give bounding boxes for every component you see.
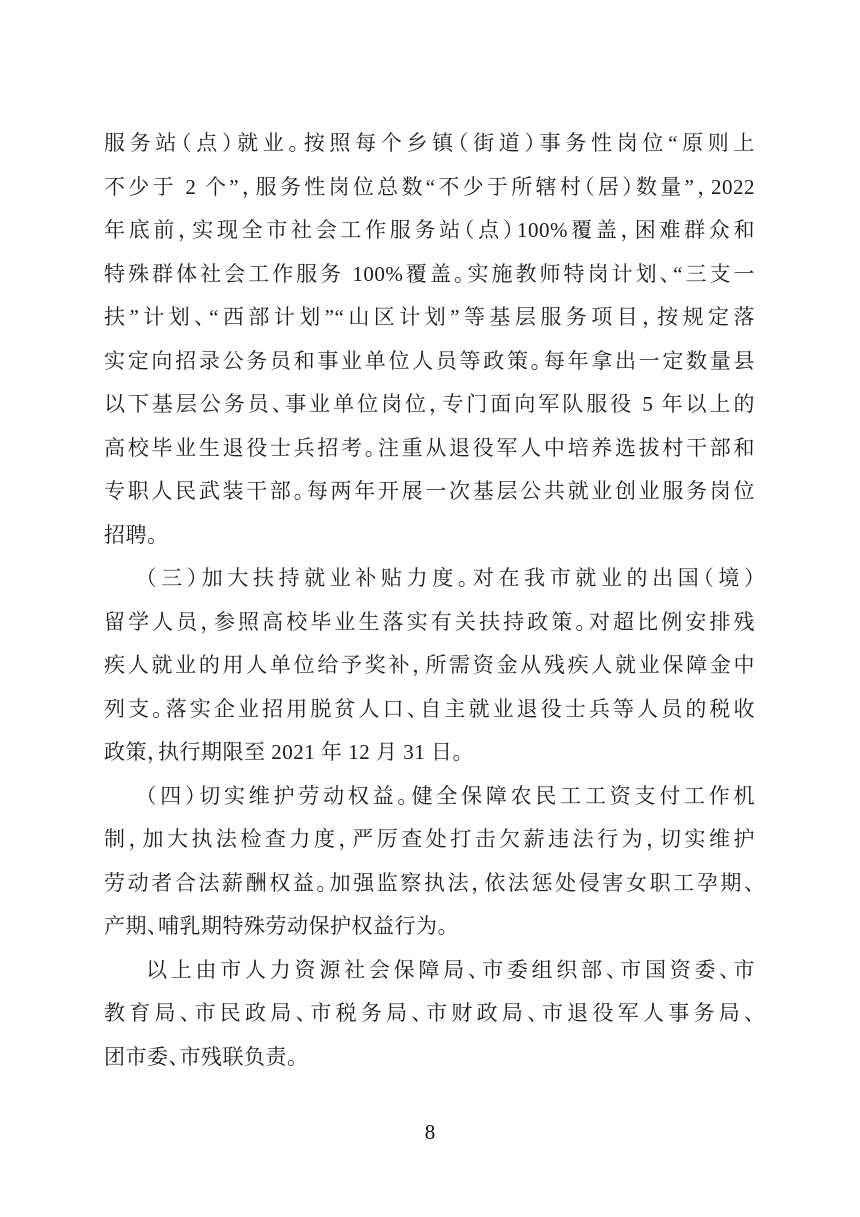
text-line: 留学人员，参照高校毕业生落实有关扶持政策。对超比例安排残: [104, 609, 755, 634]
text-line-paragraph-end: 招聘。: [104, 522, 158, 547]
text-line: 制，加大执法检查力度，严厉查处打击欠薪违法行为，切实维护: [104, 827, 755, 851]
text-line: 以下基层公务员、事业单位岗位，专门面向军队服役 5 年以上的: [104, 392, 755, 416]
page-number: 8: [424, 1120, 436, 1144]
text-line: 实定向招录公务员和事业单位人员等政策。每年拿出一定数量县: [104, 348, 755, 373]
text-line-paragraph-end: 政策，执行期限至 2021 年 12 月 31 日。: [104, 740, 464, 764]
text-line: 高校毕业生退役士兵招考。注重从退役军人中培养选拔村干部和: [104, 435, 755, 460]
text-line: 劳动者合法薪酬权益。加强监察执法，依法惩处侵害女职工孕期、: [104, 870, 755, 895]
text-line: 专职人民武装干部。每两年开展一次基层公共就业创业服务岗位: [104, 479, 755, 503]
text-line: 扶”计划、“西部计划”“山区计划”等基层服务项目，按规定落: [104, 305, 755, 329]
text-line: 疾人就业的用人单位给予奖补，所需资金从残疾人就业保障金中: [104, 653, 755, 677]
text-line: 列支。落实企业招用脱贫人口、自主就业退役士兵等人员的税收: [104, 696, 755, 721]
text-line: 服务站（点）就业。按照每个乡镇（街道）事务性岗位“原则上: [104, 131, 755, 155]
text-line-paragraph-start: （三）加大扶持就业补贴力度。对在我市就业的出国（境）: [146, 566, 755, 590]
text-line: 不少于 2 个”，服务性岗位总数“不少于所辖村（居）数量”，2022: [104, 174, 755, 199]
text-line: 教育局、市民政局、市税务局、市财政局、市退役军人事务局、: [104, 1001, 755, 1025]
document-text-block: [104, 122, 755, 1079]
text-line-paragraph-start: 以上由市人力资源社会保障局、市委组织部、市国资委、市: [146, 957, 755, 982]
text-line-paragraph-end: 产期、哺乳期特殊劳动保护权益行为。: [104, 914, 449, 938]
text-line: 年底前，实现全市社会工作服务站（点）100%覆盖，困难群众和: [104, 218, 755, 242]
text-line-paragraph-start: （四）切实维护劳动权益。健全保障农民工工资支付工作机: [146, 783, 755, 808]
text-line: 特殊群体社会工作服务 100%覆盖。实施教师特岗计划、“三支一: [104, 261, 755, 286]
text-line-paragraph-end: 团市委、市残联负责。: [104, 1044, 298, 1069]
